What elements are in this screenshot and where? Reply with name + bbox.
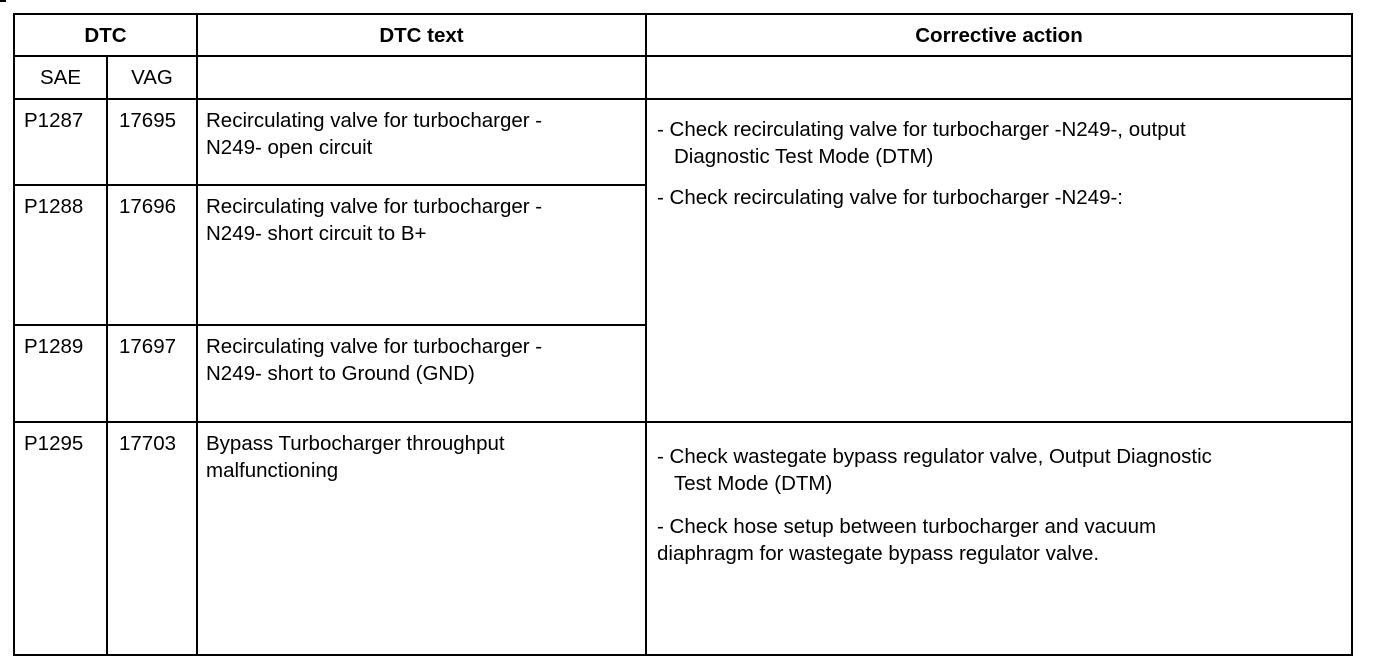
header-vag: VAG [107, 56, 197, 99]
dtc-description-line: N249- short to Ground (GND) [206, 362, 475, 385]
dtc-description [197, 185, 646, 325]
header-corrective-action: Corrective action [646, 14, 1352, 56]
header-row [14, 14, 1352, 56]
header-dtc-text-blank [197, 56, 646, 99]
vag-code: 17697 [107, 325, 197, 422]
dtc-description-line: Recirculating valve for turbocharger - [206, 335, 543, 358]
dtc-description [197, 325, 646, 422]
sae-code: P1289 [14, 325, 107, 422]
dtc-description-line: Recirculating valve for turbocharger - [206, 195, 543, 218]
dtc-description-line: Recirculating valve for turbocharger - [206, 109, 543, 132]
table-row [14, 99, 1352, 185]
dtc-description [197, 99, 646, 185]
sae-code: P1288 [14, 185, 107, 325]
action-line: Diagnostic Test Mode (DTM) [674, 145, 934, 168]
dtc-description [197, 422, 646, 655]
action-line: - Check hose setup between turbocharger and vacuum [657, 515, 1157, 538]
action-line: - Check recirculating valve for turbocharger -N249-, output [657, 118, 1186, 141]
corner-mark [0, 0, 6, 2]
table-row [14, 422, 1352, 655]
header-action-blank [646, 56, 1352, 99]
dtc-description-line: N249- open circuit [206, 136, 373, 159]
header-dtc: DTC [14, 14, 197, 56]
subheader-row [14, 56, 1352, 99]
dtc-description-line: Bypass Turbocharger throughput [206, 432, 505, 455]
vag-code: 17695 [107, 99, 197, 185]
vag-code: 17703 [107, 422, 197, 655]
header-sae: SAE [14, 56, 107, 99]
dtc-description-line: malfunctioning [206, 459, 339, 482]
sae-code: P1295 [14, 422, 107, 655]
action-line: diaphragm for wastegate bypass regulator valve. [657, 542, 1100, 565]
action-line: - Check recirculating valve for turbocharger -N249-: [657, 186, 1123, 209]
action-line: Test Mode (DTM) [674, 472, 833, 495]
header-dtc-text: DTC text [197, 14, 646, 56]
dtc-table [13, 13, 1353, 656]
corrective-action-group-2 [646, 422, 1352, 655]
corrective-action-group-1 [646, 99, 1352, 422]
action-line: - Check wastegate bypass regulator valve, Output Diagnostic [657, 445, 1212, 468]
vag-code: 17696 [107, 185, 197, 325]
dtc-description-line: N249- short circuit to B+ [206, 222, 427, 245]
sae-code: P1287 [14, 99, 107, 185]
